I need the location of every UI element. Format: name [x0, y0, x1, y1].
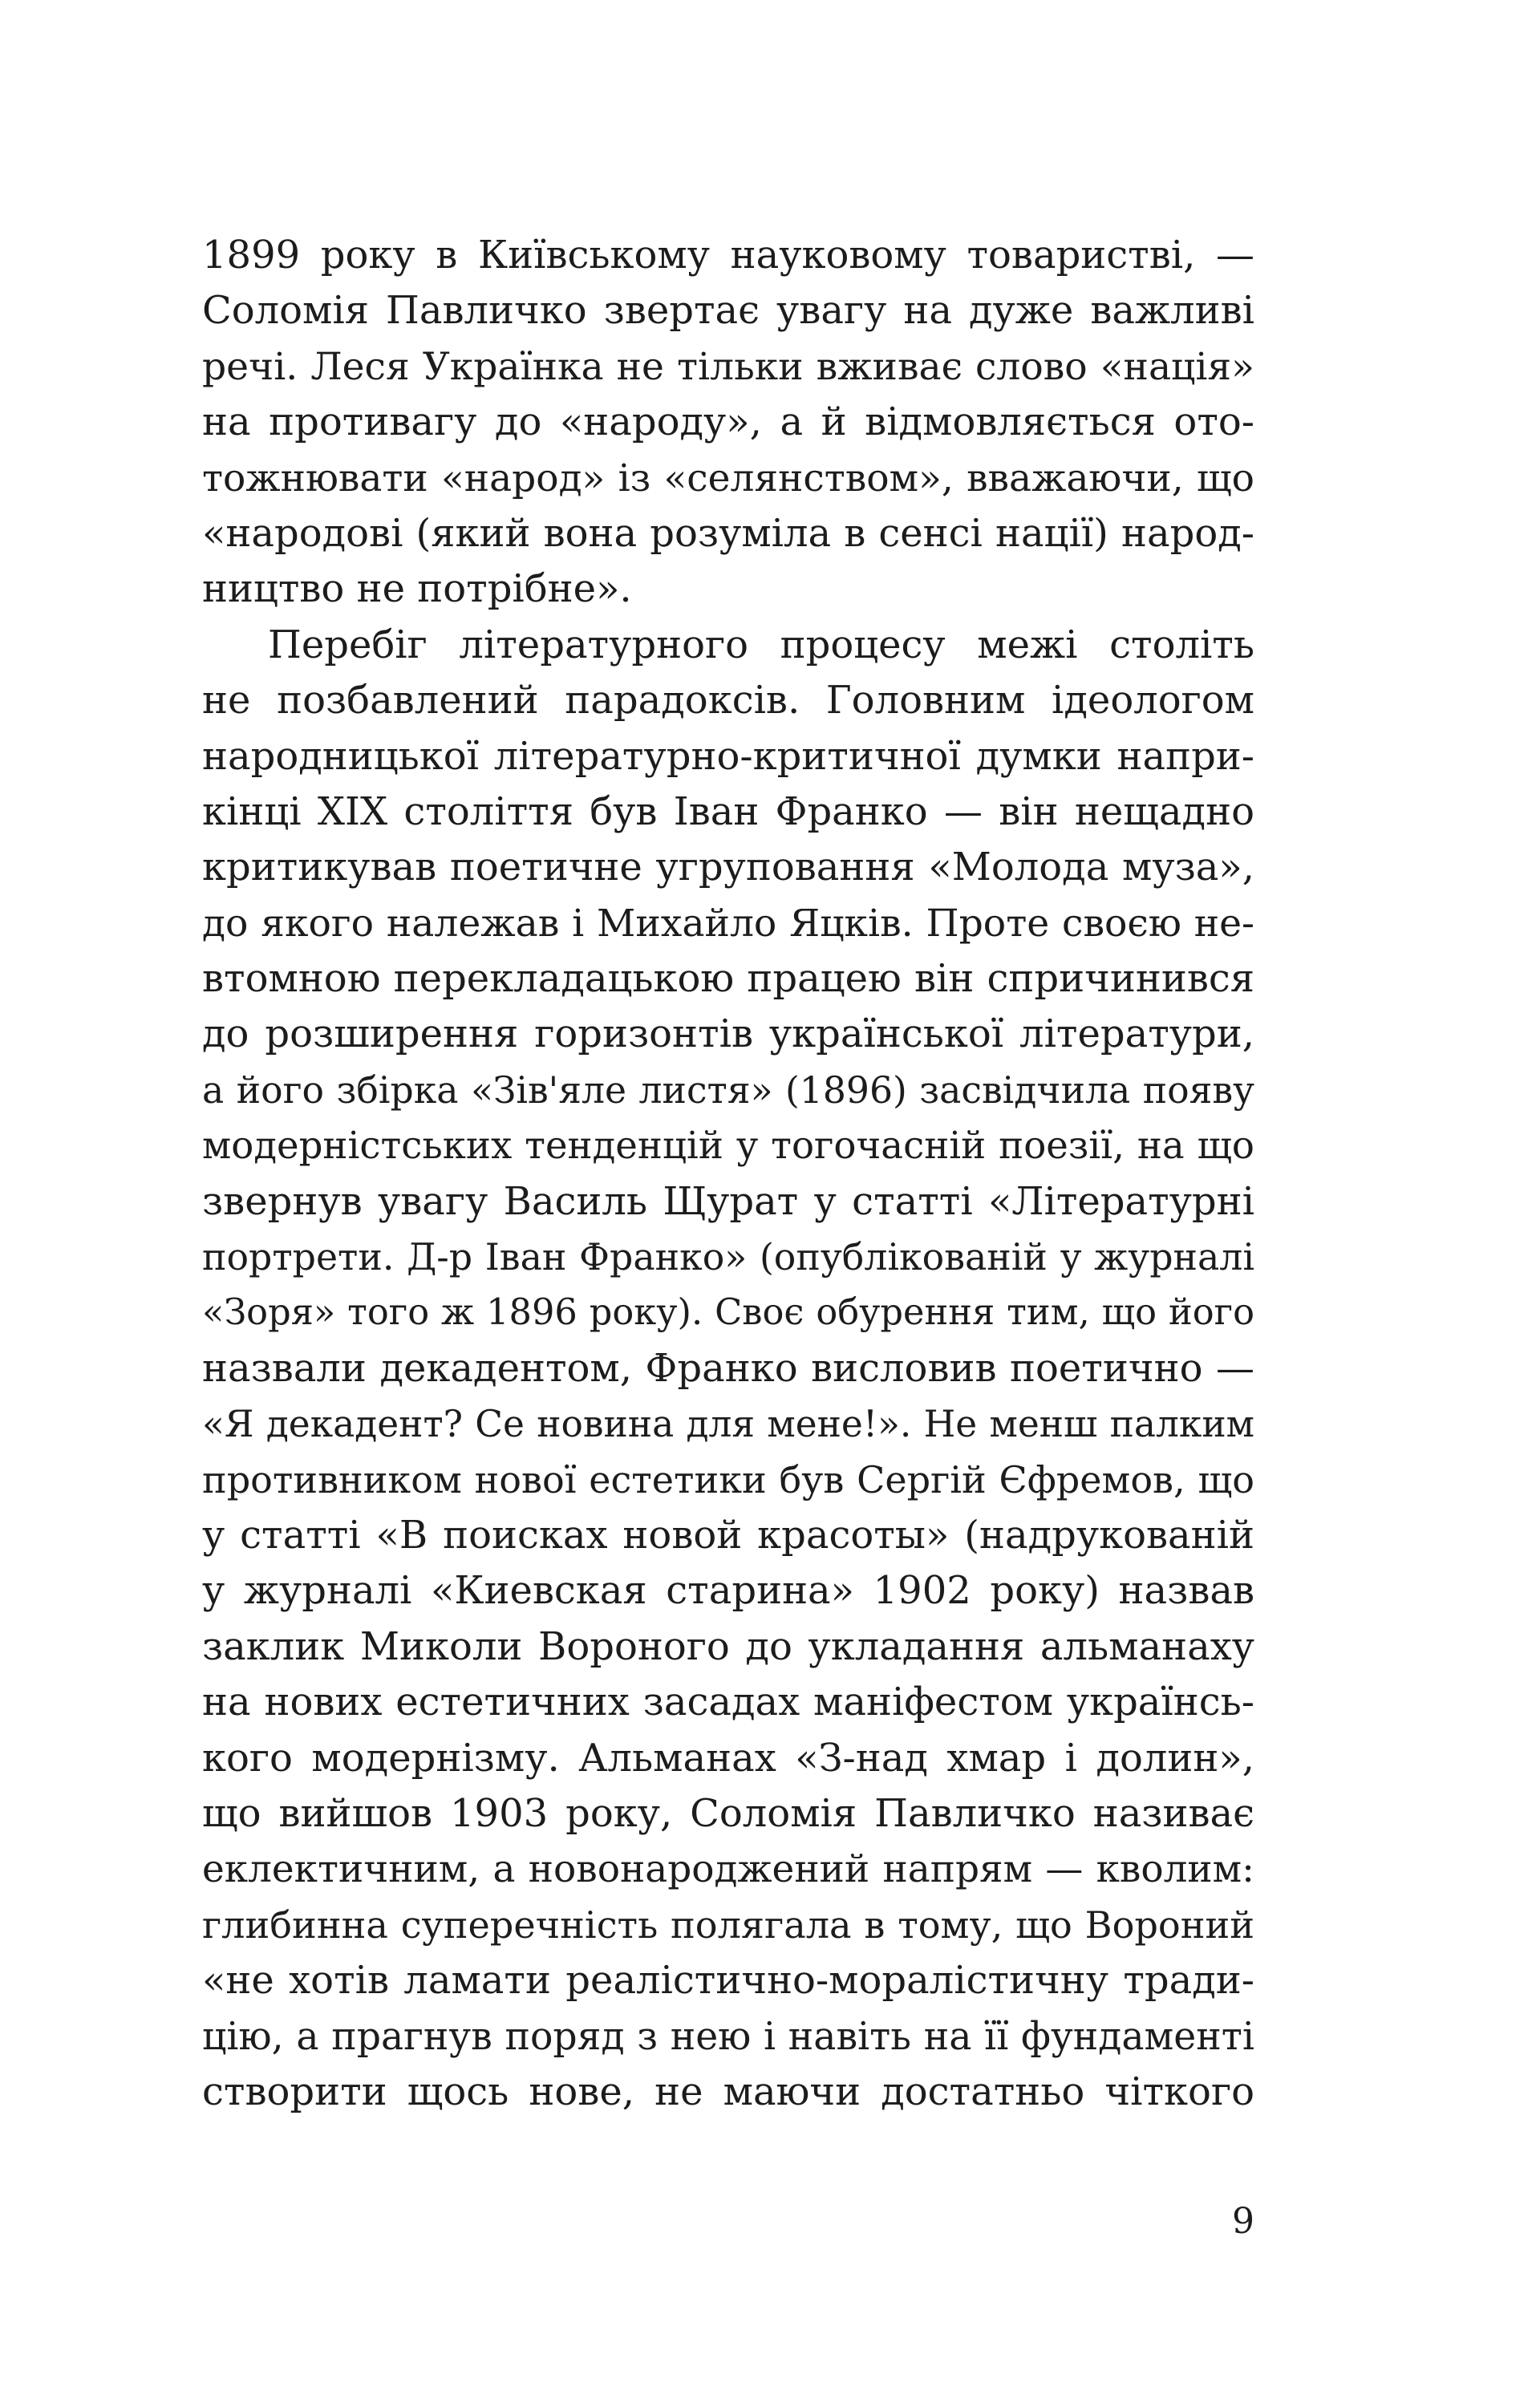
- text-line: глибинна суперечність полягала в тому, що Вороний: [202, 1903, 1254, 1947]
- text-line: «не хотів ламати реалістично-моралістичну тради-: [202, 1958, 1254, 2004]
- text-line: втомною перекладацькою працею він спричинився: [202, 956, 1254, 1002]
- text-line: народницької літературно-критичної думки напри-: [202, 733, 1254, 779]
- text-line: еклектичним, а новонароджений напрям — кволим:: [202, 1847, 1254, 1892]
- text-line: до якого належав і Михайло Яцків. Проте своєю не-: [202, 901, 1254, 946]
- text-line: цію, а прагнув поряд з нею і навіть на її фундаменті: [202, 2014, 1254, 2059]
- text-line: кого модернізму. Альманах «З-над хмар і долин»,: [202, 1735, 1254, 1781]
- text-line: критикував поетичне угруповання «Молода муза»,: [202, 845, 1254, 890]
- text-line: речі. Леся Українка не тільки вживає слово «нація»: [202, 344, 1254, 389]
- text-line: противником нової естетики був Сергій Єфремов, що: [202, 1457, 1254, 1501]
- text-line: звернув увагу Василь Щурат у статті «Літературні: [202, 1178, 1254, 1224]
- page-number: 9: [1232, 2201, 1254, 2242]
- paragraph-end-line: ництво не потрібне».: [202, 566, 632, 612]
- text-line: що вийшов 1903 року, Соломія Павличко називає: [202, 1790, 1254, 1836]
- text-line: тожнювати «народ» із «селянством», вважаючи, що: [202, 456, 1254, 500]
- text-line: кінці XIX століття був Іван Франко — він нещадно: [202, 788, 1254, 834]
- text-line: портрети. Д-р Іван Франко» (опублікованій у журналі: [202, 1236, 1254, 1279]
- text-line: модерністських тенденцій у тогочасній поезії, на що: [202, 1124, 1254, 1168]
- text-line: у журналі «Киевская старина» 1902 року) назвав: [202, 1568, 1254, 1614]
- text-line: назвали декадентом, Франко висловив поетично —: [202, 1345, 1254, 1391]
- text-line: а його збірка «Зів'яле листя» (1896) засвідчила появу: [202, 1068, 1254, 1112]
- paragraph-first-line: Перебіг літературного процесу межі століть: [268, 622, 1254, 667]
- text-line: «Я декадент? Се новина для мене!». Не менш палким: [202, 1403, 1254, 1446]
- text-line: у статті «В поисках новой красоты» (надрукованій: [202, 1512, 1254, 1558]
- text-line: «народові (який вона розуміла в сенсі нації) народ-: [202, 510, 1254, 556]
- text-line: на противагу до «народу», а й відмовляється ото-: [202, 399, 1254, 445]
- text-line: 1899 року в Київському науковому товаристві, —: [202, 233, 1254, 278]
- text-line: на нових естетичних засадах маніфестом українсь-: [202, 1680, 1254, 1725]
- text-line: Соломія Павличко звертає увагу на дуже важливі: [202, 288, 1254, 334]
- text-line: заклик Миколи Вороного до укладання альманаху: [202, 1623, 1254, 1669]
- text-line: до розширення горизонтів української літератури,: [202, 1011, 1254, 1057]
- text-line: «Зоря» того ж 1896 року). Своє обурення тим, що його: [202, 1291, 1254, 1334]
- text-line: створити щось нове, не маючи достатньо чіткого: [202, 2069, 1254, 2114]
- text-line: не позбавлений парадоксів. Головним ідеологом: [202, 678, 1254, 723]
- body-text: [202, 228, 1254, 2120]
